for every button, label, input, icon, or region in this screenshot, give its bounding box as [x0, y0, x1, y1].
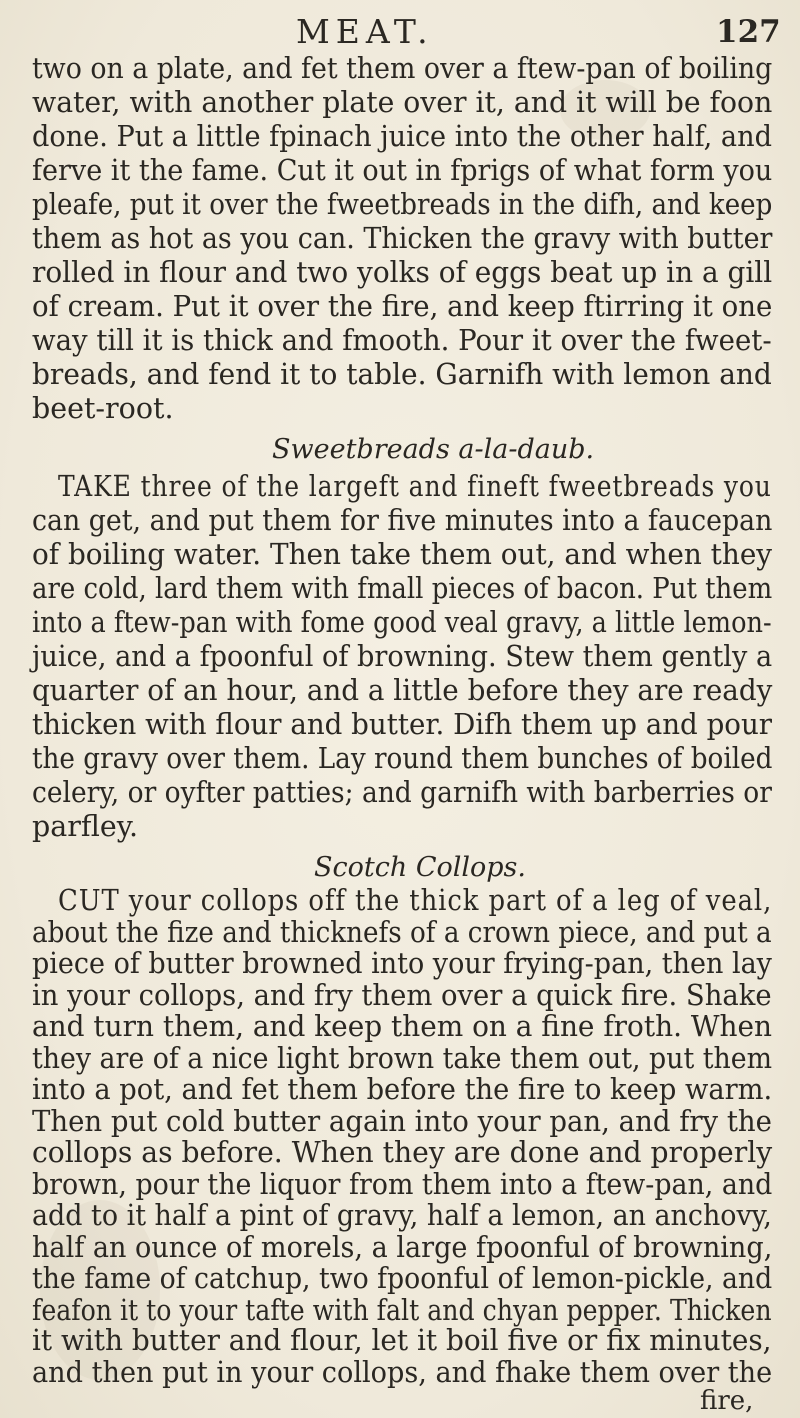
text-line: pleafe, put it over the fweetbreads in the difh, and keep	[32, 188, 773, 221]
text-line: the fame of catchup, two fpoonful of lemon-pickle, and	[32, 1262, 773, 1295]
text-line: beet-root.	[32, 392, 174, 425]
text-line: of cream. Put it over the fire, and keep ftirring it one	[32, 290, 773, 323]
text-line: thicken with flour and butter. Difh them up and pour	[32, 708, 773, 741]
text-line: way till it is thick and fmooth. Pour it over the fweet-	[32, 324, 772, 357]
text-line: and then put in your collops, and fhake them over the	[32, 1356, 773, 1389]
text-line: add to it half a pint of gravy, half a lemon, an anchovy,	[32, 1199, 772, 1232]
text-line: the gravy over them. Lay round them bunches of boiled	[32, 742, 773, 775]
text-line: two on a plate, and fet them over a ftew-pan of boiling	[32, 52, 773, 85]
text-line: ferve it the fame. Cut it out in fprigs of what form you	[32, 154, 773, 187]
section-heading: Scotch Collops.	[314, 852, 526, 883]
text-line: can get, and put them for five minutes into a faucepan	[32, 504, 773, 537]
text-line: of boiling water. Then take them out, and when they	[32, 538, 773, 571]
text-line: into a ftew-pan with fome good veal gravy, a little lemon-	[32, 606, 772, 639]
text-line: done. Put a little fpinach juice into the other half, and	[32, 120, 772, 153]
text-line: juice, and a fpoonful of browning. Stew them gently a	[32, 640, 773, 673]
text-line: celery, or oyfter patties; and garnifh with barberries or	[32, 776, 772, 809]
text-line: are cold, lard them with fmall pieces of bacon. Put them	[32, 572, 773, 605]
text-line: they are of a nice light brown take them out, put them	[32, 1041, 773, 1075]
text-line: and turn them, and keep them on a fine froth. When	[32, 1010, 773, 1043]
catchword: fire,	[700, 1386, 754, 1416]
text-line: feafon it to your tafte with falt and chyan pepper. Thicken	[32, 1293, 772, 1327]
text-line: parfley.	[32, 810, 139, 843]
text-line: breads, and fend it to table. Garnifh with lemon and	[32, 358, 772, 391]
text-line: quarter of an hour, and a little before they are ready	[32, 674, 773, 707]
section-heading: Sweetbreads a-la-daub.	[272, 434, 595, 465]
text-line: CUT your collops off the thick part of a leg of veal,	[58, 884, 773, 917]
page-number: 127	[716, 14, 781, 50]
page-header	[0, 4, 800, 52]
text-line: water, with another plate over it, and it will be foon	[32, 86, 773, 119]
text-line: it with butter and flour, let it boil five or fix minutes,	[32, 1324, 772, 1357]
text-line: about the fize and thicknefs of a crown piece, and put a	[32, 915, 772, 949]
text-line: TAKE three of the largeft and fineft fweetbreads you	[58, 470, 772, 503]
text-line: half an ounce of morels, a large fpoonful of browning,	[32, 1230, 773, 1264]
text-line: in your collops, and fry them over a quick fire. Shake	[32, 978, 772, 1012]
text-line: them as hot as you can. Thicken the gravy with butter	[32, 222, 773, 255]
text-line: Then put cold butter again into your pan, and fry the	[32, 1104, 772, 1138]
text-line: into a pot, and fet them before the fire to keep warm.	[32, 1073, 773, 1106]
text-line: rolled in flour and two yolks of eggs beat up in a gill	[32, 256, 773, 289]
text-line: collops as before. When they are done and properly	[32, 1136, 773, 1169]
text-line: brown, pour the liquor from them into a ftew-pan, and	[32, 1167, 773, 1201]
text-line: piece of butter browned into your frying-pan, then lay	[32, 947, 772, 980]
running-head: MEAT.	[296, 12, 434, 51]
